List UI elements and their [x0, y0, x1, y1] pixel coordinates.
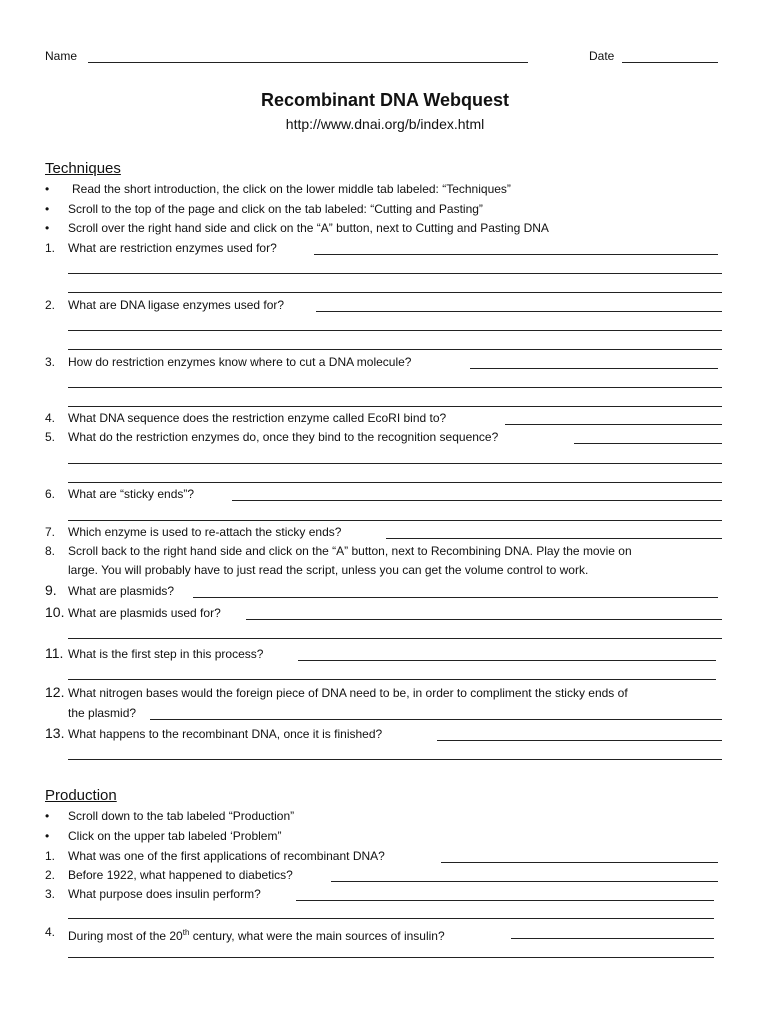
- question-number: 4.: [45, 411, 56, 425]
- question-text: [68, 925, 445, 944]
- question-number: 1.: [45, 241, 56, 255]
- answer-line[interactable]: [68, 330, 722, 331]
- question-number: 5.: [45, 430, 56, 444]
- question-text: What are DNA ligase enzymes used for?: [68, 298, 285, 312]
- question-text: What are plasmids?: [68, 584, 175, 598]
- answer-line[interactable]: [68, 918, 714, 919]
- answer-line[interactable]: [316, 311, 722, 312]
- question-text-part: During most of the 20: [68, 929, 183, 943]
- answer-line[interactable]: [68, 292, 722, 293]
- question-number: 7.: [45, 525, 56, 539]
- question-text-continued: the plasmid?: [68, 706, 137, 720]
- question-text: What do the restriction enzymes do, once they bind to the recognition sequence?: [68, 430, 499, 444]
- answer-line[interactable]: [68, 406, 722, 407]
- section-heading-techniques: Techniques: [45, 160, 121, 177]
- question-text: Before 1922, what happened to diabetics?: [68, 868, 293, 882]
- question-text: What nitrogen bases would the foreign piece of DNA need to be, in order to compliment the sticky ends of: [68, 686, 628, 700]
- answer-line[interactable]: [68, 638, 722, 639]
- question-number: 8.: [45, 544, 56, 558]
- answer-line[interactable]: [314, 254, 718, 255]
- question-text: How do restriction enzymes know where to cut a DNA molecule?: [68, 355, 412, 369]
- answer-line[interactable]: [511, 938, 714, 939]
- answer-line[interactable]: [150, 719, 722, 720]
- answer-line[interactable]: [68, 482, 722, 483]
- answer-line[interactable]: [68, 679, 716, 680]
- question-text: What is the first step in this process?: [68, 647, 264, 661]
- answer-line[interactable]: [441, 862, 718, 863]
- answer-line[interactable]: [331, 881, 718, 882]
- answer-line[interactable]: [193, 597, 718, 598]
- answer-line[interactable]: [246, 619, 722, 620]
- bullet-marker: •: [45, 202, 50, 216]
- question-text: What was one of the first applications of recombinant DNA?: [68, 849, 385, 863]
- answer-line[interactable]: [68, 463, 722, 464]
- answer-line[interactable]: [68, 273, 722, 274]
- answer-line[interactable]: [437, 740, 722, 741]
- question-number: 10.: [45, 604, 65, 620]
- bullet-marker: •: [45, 829, 50, 843]
- question-text: Which enzyme is used to re-attach the sticky ends?: [68, 525, 342, 539]
- question-number: 1.: [45, 849, 56, 863]
- answer-line[interactable]: [505, 424, 722, 425]
- section-heading-production: Production: [45, 787, 117, 804]
- question-text: What are “sticky ends”?: [68, 487, 195, 501]
- answer-line[interactable]: [68, 759, 722, 760]
- question-text: What purpose does insulin perform?: [68, 887, 261, 901]
- question-text: What are restriction enzymes used for?: [68, 241, 277, 255]
- answer-line[interactable]: [68, 520, 722, 521]
- question-number: 9.: [45, 582, 57, 598]
- name-label: Name: [45, 49, 78, 63]
- instruction-bullet: Scroll to the top of the page and click on the tab labeled: “Cutting and Pasting”: [68, 202, 483, 216]
- question-number: 6.: [45, 487, 56, 501]
- question-number: 3.: [45, 887, 56, 901]
- question-text: What happens to the recombinant DNA, once it is finished?: [68, 727, 383, 741]
- question-number: 12.: [45, 684, 65, 700]
- bullet-marker: •: [45, 221, 50, 235]
- question-text: What DNA sequence does the restriction enzyme called EcoRI bind to?: [68, 411, 447, 425]
- answer-line[interactable]: [470, 368, 718, 369]
- instruction-bullet: Read the short introduction, the click on the lower middle tab labeled: “Techniques”: [72, 182, 511, 196]
- question-text: What are plasmids used for?: [68, 606, 221, 620]
- answer-line[interactable]: [68, 957, 714, 958]
- instruction-bullet: Scroll down to the tab labeled “Production”: [68, 809, 295, 823]
- question-number: 13.: [45, 725, 65, 741]
- ordinal-suffix: th: [182, 928, 190, 937]
- answer-line[interactable]: [298, 660, 716, 661]
- answer-line[interactable]: [68, 349, 722, 350]
- question-text-continued: large. You will probably have to just read the script, unless you can get the volume control to work.: [68, 563, 589, 577]
- question-number: 11.: [45, 645, 64, 661]
- question-number: 3.: [45, 355, 56, 369]
- question-number: 2.: [45, 298, 56, 312]
- instruction-bullet: Scroll over the right hand side and click on the “A” button, next to Cutting and Pasting DNA: [68, 221, 549, 235]
- answer-line[interactable]: [574, 443, 722, 444]
- question-text-part: century, what were the main sources of insulin?: [189, 929, 445, 943]
- date-field[interactable]: [622, 62, 718, 63]
- answer-line[interactable]: [296, 900, 714, 901]
- source-url: http://www.dnai.org/b/index.html: [285, 116, 485, 132]
- instruction-bullet: Click on the upper tab labeled ‘Problem”: [68, 829, 282, 843]
- answer-line[interactable]: [386, 538, 722, 539]
- question-number: 4.: [45, 925, 56, 939]
- name-field[interactable]: [88, 62, 528, 63]
- answer-line[interactable]: [68, 387, 722, 388]
- answer-line[interactable]: [232, 500, 722, 501]
- question-number: 2.: [45, 868, 56, 882]
- page-title: Recombinant DNA Webquest: [260, 90, 510, 110]
- bullet-marker: •: [45, 809, 50, 823]
- bullet-marker: •: [45, 182, 50, 196]
- date-label: Date: [589, 49, 615, 63]
- question-text: Scroll back to the right hand side and click on the “A” button, next to Recombining DNA. Play the movie on: [68, 544, 632, 558]
